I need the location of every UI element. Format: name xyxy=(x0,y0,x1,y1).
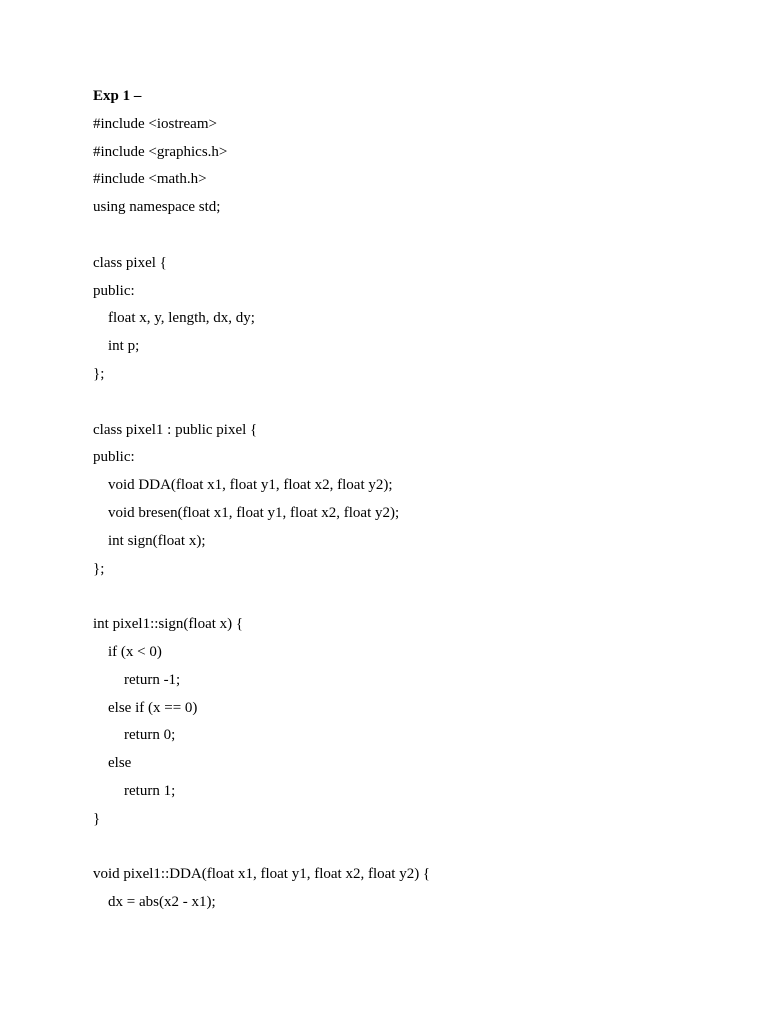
code-line-29: dx = abs(x2 - x1); xyxy=(108,894,216,911)
code-line-24: else xyxy=(108,755,132,772)
code-line-6: class pixel { xyxy=(93,254,167,271)
blank-line xyxy=(93,391,713,419)
experiment-title: Exp 1 – xyxy=(93,88,142,104)
code-line-16: int sign(float x); xyxy=(108,532,206,549)
code-line-22: else if (x == 0) xyxy=(108,699,198,716)
code-line-1: #include <iostream> xyxy=(93,115,217,132)
code-line-2: #include <graphics.h> xyxy=(93,143,228,160)
code-listing xyxy=(93,85,713,919)
code-line-21: return -1; xyxy=(124,671,181,688)
code-line-15: void bresen(float x1, float y1, float x2, float y2); xyxy=(108,504,400,521)
code-line-28: void pixel1::DDA(float x1, float y1, float x2, float y2) { xyxy=(93,866,431,883)
code-line-14: void DDA(float x1, float y1, float x2, float y2); xyxy=(108,477,393,494)
code-line-12: class pixel1 : public pixel { xyxy=(93,421,258,438)
code-line-20: if (x < 0) xyxy=(108,643,162,660)
code-line-25: return 1; xyxy=(124,782,176,799)
code-line-8: float x, y, length, dx, dy; xyxy=(108,310,255,327)
blank-line xyxy=(93,585,713,613)
code-line-9: int p; xyxy=(108,338,140,355)
blank-line xyxy=(93,836,713,864)
code-line-10: }; xyxy=(93,365,105,382)
code-line-17: }; xyxy=(93,560,105,577)
code-line-7: public: xyxy=(93,282,135,299)
blank-line xyxy=(93,224,713,252)
code-line-13: public: xyxy=(93,449,135,466)
code-line-23: return 0; xyxy=(124,727,176,744)
code-line-26: } xyxy=(93,810,101,827)
code-line-4: using namespace std; xyxy=(93,199,221,216)
code-line-19: int pixel1::sign(float x) { xyxy=(93,616,244,633)
code-line-3: #include <math.h> xyxy=(93,171,207,188)
